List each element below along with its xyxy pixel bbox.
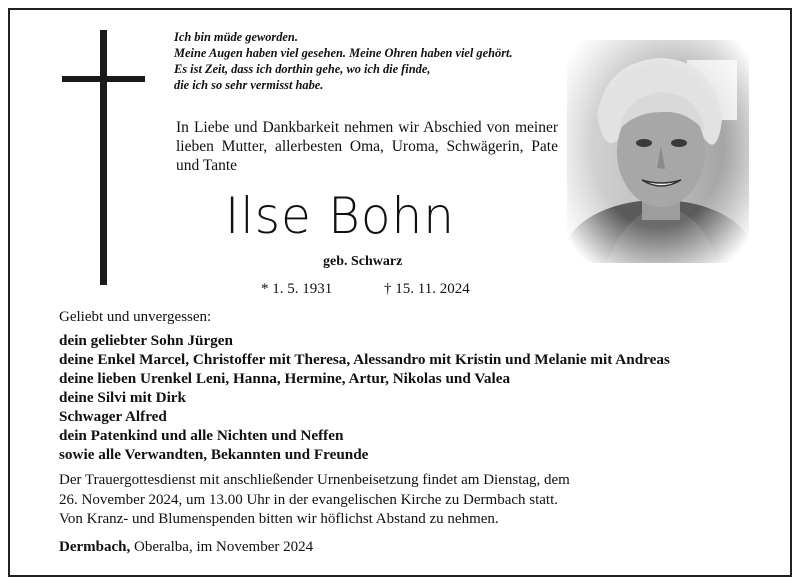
service-info xyxy=(59,471,570,530)
portrait-photo xyxy=(567,40,749,263)
deceased-name: Ilse Bohn xyxy=(225,187,455,245)
mourner-line: dein Patenkind und alle Nichten und Neffen xyxy=(59,427,344,444)
poem xyxy=(174,29,513,93)
birth-date: * 1. 5. 1931 xyxy=(261,281,333,297)
service-line: Der Trauergottesdienst mit anschließender Urnenbeisetzung findet am Dienstag, dem xyxy=(59,472,570,488)
death-date: † 15. 11. 2024 xyxy=(384,281,470,297)
intro-text: In Liebe und Dankbarkeit nehmen wir Abschied von meiner lieben Mutter, allerbesten Oma, Uroma, Schwägerin, Pate und Tante xyxy=(176,119,558,174)
mourner-line: Schwager Alfred xyxy=(59,408,167,425)
poem-line: die ich so sehr vermisst habe. xyxy=(174,78,324,92)
mourner-line: deine Enkel Marcel, Christoffer mit Theresa, Alessandro mit Kristin und Melanie mit Andreas xyxy=(59,351,670,368)
poem-line: Ich bin müde geworden. xyxy=(174,30,298,44)
place-town: Dermbach, xyxy=(59,539,131,555)
place-date xyxy=(59,539,313,556)
mourners-list xyxy=(59,331,670,464)
remember-label: Geliebt und unvergessen: xyxy=(59,309,212,325)
mourner-line: deine lieben Urenkel Leni, Hanna, Hermine, Artur, Nikolas und Valea xyxy=(59,370,511,387)
mourner-line: dein geliebter Sohn Jürgen xyxy=(59,332,233,349)
service-line: 26. November 2024, um 13.00 Uhr in der evangelischen Kirche zu Dermbach statt. xyxy=(59,491,559,508)
mourner-line: sowie alle Verwandten, Bekannten und Freunde xyxy=(59,446,369,463)
maiden-name: geb. Schwarz xyxy=(323,254,403,269)
poem-line: Es ist Zeit, dass ich dorthin gehe, wo ich die finde, xyxy=(174,62,431,76)
place-rest: Oberalba, im November 2024 xyxy=(130,539,314,555)
poem-line: Meine Augen haben viel gesehen. Meine Ohren haben viel gehört. xyxy=(174,46,513,60)
service-line: Von Kranz- und Blumenspenden bitten wir höflichst Abstand zu nehmen. xyxy=(59,511,499,527)
mourner-line: deine Silvi mit Dirk xyxy=(59,389,186,406)
